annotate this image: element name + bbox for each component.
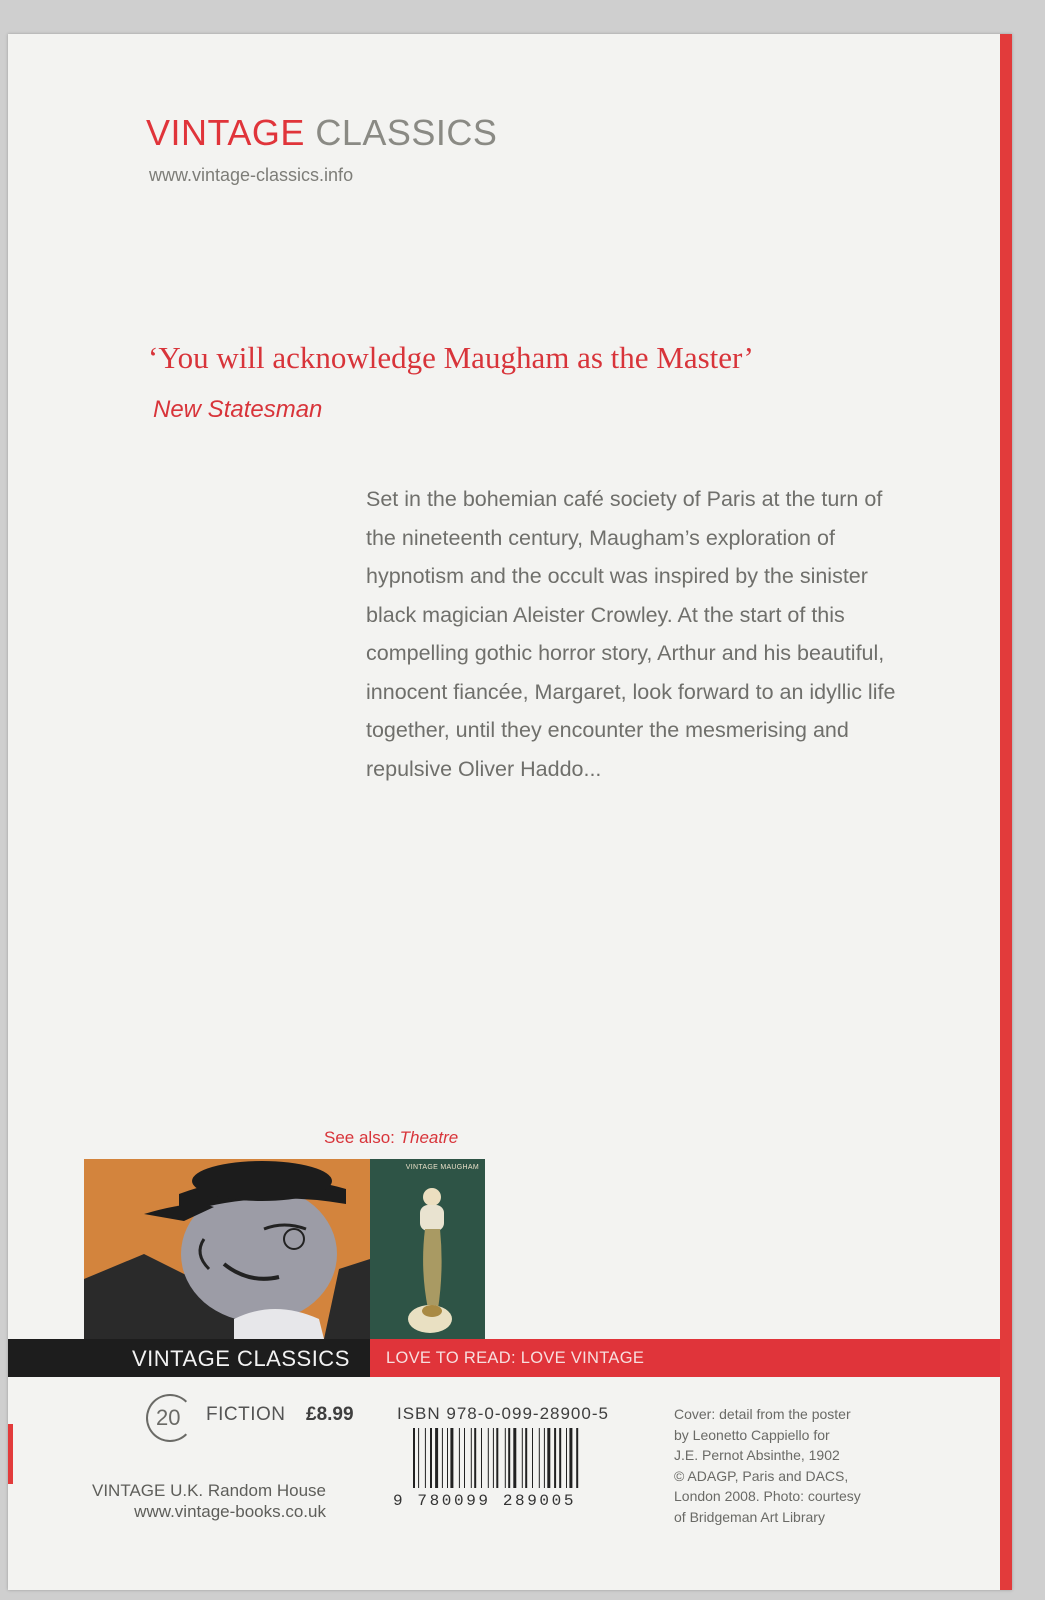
brand-word-classics: CLASSICS xyxy=(315,112,498,153)
brand-word-vintage: VINTAGE xyxy=(146,112,305,153)
price-label: £8.99 xyxy=(306,1404,354,1425)
isbn-label: ISBN 978-0-099-28900-5 xyxy=(397,1404,609,1423)
credit-line: J.E. Pernot Absinthe, 1902 xyxy=(674,1447,840,1463)
portrait-illustration xyxy=(84,1159,370,1339)
review-quote: ‘You will acknowledge Maugham as the Master’ xyxy=(148,340,754,375)
publisher-name: VINTAGE U.K. Random House xyxy=(92,1481,326,1500)
credit-line: by Leonetto Cappiello for xyxy=(674,1426,830,1443)
see-also-label: See also: xyxy=(324,1128,400,1147)
theatre-book-thumbnail xyxy=(370,1159,485,1339)
barcode-digits: 9 780099 289005 xyxy=(393,1492,577,1510)
series-band-label: VINTAGE CLASSICS xyxy=(132,1346,350,1371)
tagline-band xyxy=(370,1339,1000,1377)
cover-credits xyxy=(674,1404,914,1527)
review-source: New Statesman xyxy=(153,396,323,423)
red-edge xyxy=(1000,34,1012,1590)
barcode-icon xyxy=(413,1428,623,1488)
credit-line: © ADAGP, Paris and DACS, xyxy=(674,1467,849,1484)
see-also-title: Theatre xyxy=(399,1128,459,1147)
credit-line: London 2008. Photo: courtesy xyxy=(674,1488,861,1504)
c20-number: 20 xyxy=(156,1405,181,1430)
tagline-text: LOVE TO READ: LOVE VINTAGE xyxy=(386,1349,645,1367)
brand-url: www.vintage-classics.info xyxy=(149,165,354,185)
see-also xyxy=(324,1128,458,1148)
figure-illustration-icon xyxy=(370,1159,485,1339)
red-edge-left xyxy=(8,1424,13,1484)
thumbnail-author: VINTAGE MAUGHAM xyxy=(405,1164,479,1171)
book-blurb: Set in the bohemian café society of Paris at the turn of the nineteenth century, Maugham’s exploration of hypnotism and the occult was inspired by the sinister black magician Aleister Crowley. At the start of this compelling gothic horror story, Arthur and his beautiful, innocent fiancée, Margaret, look forward to an idyllic life together, until they encounter the mesmerising and repulsive Oliver Haddo... xyxy=(366,487,896,781)
brand-title xyxy=(146,112,497,154)
publisher-url: www.vintage-books.co.uk xyxy=(134,1502,326,1521)
publisher-info xyxy=(92,1480,326,1522)
credit-line: of Bridgeman Art Library xyxy=(674,1508,825,1525)
credit-line: Cover: detail from the poster xyxy=(674,1406,851,1422)
c20-logo-icon xyxy=(146,1394,194,1442)
book-back-cover xyxy=(8,34,1012,1590)
man-portrait-icon xyxy=(84,1159,370,1339)
category-label: FICTION xyxy=(206,1404,286,1425)
series-band xyxy=(8,1339,370,1377)
